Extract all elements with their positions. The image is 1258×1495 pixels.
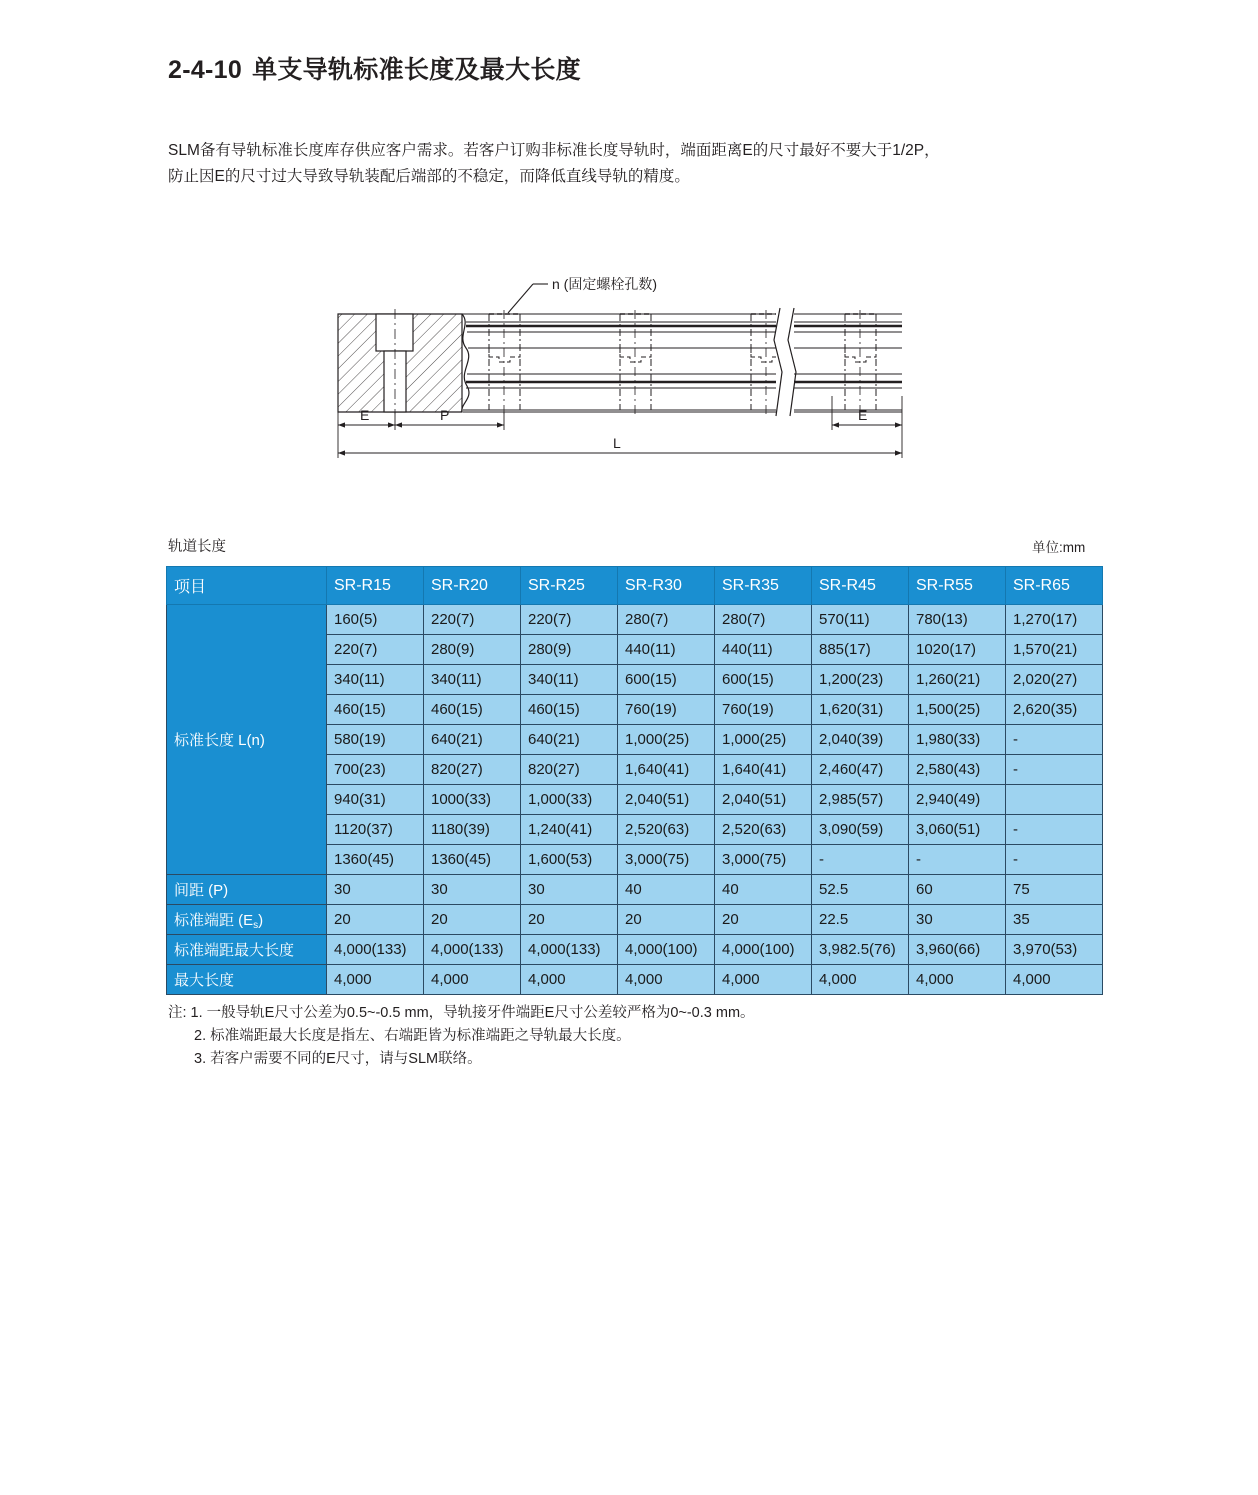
dimension-l: [338, 435, 902, 453]
cell: 4,000: [909, 965, 1006, 995]
cell: 1,200(23): [812, 665, 909, 695]
bolt-head: [376, 314, 413, 351]
cell: 1,600(53): [521, 845, 618, 875]
cell: 40: [715, 875, 812, 905]
end-distance-label-post: ): [258, 912, 264, 929]
cell: 1120(37): [327, 815, 424, 845]
cell: [1006, 785, 1103, 815]
cell: 640(21): [424, 725, 521, 755]
cell: 2,460(47): [812, 755, 909, 785]
header-sr-r15: SR-R15: [327, 567, 424, 605]
cell: 4,000(133): [424, 935, 521, 965]
cell: 4,000: [327, 965, 424, 995]
footnote-2: 2. 标准端距最大长度是指左、右端距皆为标准端距之导轨最大长度。: [194, 1028, 631, 1044]
row-label-std-max-length: 标准端距最大长度: [167, 935, 327, 965]
cell: 52.5: [812, 875, 909, 905]
intro-line-1: SLM备有导轨标准长度库存供应客户需求。若客户订购非标准长度导轨时，端面距离E的尺寸最好不要大于1/2P，: [168, 142, 940, 159]
cell: 4,000(100): [618, 935, 715, 965]
break-symbol: [774, 308, 796, 416]
cell: 1,240(41): [521, 815, 618, 845]
cell: 2,040(51): [715, 785, 812, 815]
cell: -: [1006, 815, 1103, 845]
cell: 3,960(66): [909, 935, 1006, 965]
cell: 4,000: [715, 965, 812, 995]
cell: 1360(45): [327, 845, 424, 875]
cell: 940(31): [327, 785, 424, 815]
cell: 4,000: [521, 965, 618, 995]
cell: 440(11): [618, 635, 715, 665]
cell: -: [909, 845, 1006, 875]
cell: 4,000(100): [715, 935, 812, 965]
rail-length-table: [166, 566, 1103, 995]
table-caption-left: 轨道长度: [168, 539, 226, 555]
cell: 2,520(63): [715, 815, 812, 845]
cell: 20: [521, 905, 618, 935]
table-row-max-length: [167, 965, 1103, 995]
cell: -: [812, 845, 909, 875]
cell: -: [1006, 725, 1103, 755]
cell: 580(19): [327, 725, 424, 755]
table-header-row: [167, 567, 1103, 605]
cell: 1,620(31): [812, 695, 909, 725]
page-title: [168, 50, 581, 86]
cell: 1,270(17): [1006, 605, 1103, 635]
cell: 3,982.5(76): [812, 935, 909, 965]
callout-leader: [508, 284, 548, 313]
end-distance-label-pre: 标准端距 (E: [174, 912, 254, 929]
cell: 3,000(75): [715, 845, 812, 875]
cell: 1,000(25): [715, 725, 812, 755]
cell: 1360(45): [424, 845, 521, 875]
section-title-text: 单支导轨标准长度及最大长度: [252, 56, 581, 84]
cell: 30: [521, 875, 618, 905]
dimension-label-e-left: E: [360, 407, 370, 423]
cell: 2,040(51): [618, 785, 715, 815]
rail-dimension-diagram: [330, 262, 910, 467]
header-sr-r65: SR-R65: [1006, 567, 1103, 605]
table-row-end-distance: [167, 905, 1103, 935]
cell: 4,000(133): [521, 935, 618, 965]
cell: 760(19): [715, 695, 812, 725]
footnote-3: 3. 若客户需要不同的E尺寸，请与SLM联络。: [194, 1051, 482, 1067]
cell: 640(21): [521, 725, 618, 755]
mounting-block-section: [338, 309, 469, 414]
cell: 3,970(53): [1006, 935, 1103, 965]
rail-length-table-wrapper: [166, 566, 1102, 995]
cell: 600(15): [715, 665, 812, 695]
cell: 340(11): [424, 665, 521, 695]
dimension-label-e-right: E: [858, 407, 868, 423]
cell: 2,040(39): [812, 725, 909, 755]
cell: 2,620(35): [1006, 695, 1103, 725]
cell: 1,500(25): [909, 695, 1006, 725]
cell: 60: [909, 875, 1006, 905]
end-distance-label-sub: s: [253, 920, 259, 931]
cell: 280(7): [715, 605, 812, 635]
cell: 570(11): [812, 605, 909, 635]
header-sr-r45: SR-R45: [812, 567, 909, 605]
cell: 1,980(33): [909, 725, 1006, 755]
cell: 4,000(133): [327, 935, 424, 965]
dimension-label-p: P: [440, 407, 450, 423]
cell: 280(9): [521, 635, 618, 665]
cell: 75: [1006, 875, 1103, 905]
intro-paragraph: [168, 138, 1113, 190]
cell: 1,260(21): [909, 665, 1006, 695]
cell: 2,580(43): [909, 755, 1006, 785]
cell: 1,000(25): [618, 725, 715, 755]
cell: 3,060(51): [909, 815, 1006, 845]
cell: 30: [424, 875, 521, 905]
bolt-shank: [384, 351, 406, 412]
cell: 220(7): [424, 605, 521, 635]
cell: 4,000: [618, 965, 715, 995]
table-row-pitch: [167, 875, 1103, 905]
cell: 1,000(33): [521, 785, 618, 815]
cell: 1,570(21): [1006, 635, 1103, 665]
cell: 820(27): [424, 755, 521, 785]
cell: 220(7): [521, 605, 618, 635]
cell: 440(11): [715, 635, 812, 665]
cell: 3,090(59): [812, 815, 909, 845]
header-sr-r30: SR-R30: [618, 567, 715, 605]
cell: 35: [1006, 905, 1103, 935]
section-number: 2-4-10: [168, 56, 243, 84]
row-label-pitch: 间距 (P): [167, 875, 327, 905]
cell: 1180(39): [424, 815, 521, 845]
rail-profile-lines: [462, 314, 902, 412]
cell: 160(5): [327, 605, 424, 635]
table-caption-unit: 单位:mm: [1032, 540, 1086, 555]
cell: 820(27): [521, 755, 618, 785]
cell: 20: [715, 905, 812, 935]
callout-label-n: n (固定螺栓孔数): [552, 276, 657, 292]
dimension-label-l: L: [613, 435, 621, 451]
cell: 2,940(49): [909, 785, 1006, 815]
header-sr-r55: SR-R55: [909, 567, 1006, 605]
cell: 4,000: [424, 965, 521, 995]
header-sr-r20: SR-R20: [424, 567, 521, 605]
cell: 600(15): [618, 665, 715, 695]
cell: 460(15): [424, 695, 521, 725]
cell: 20: [327, 905, 424, 935]
cell: 220(7): [327, 635, 424, 665]
intro-line-2: 防止因E的尺寸过大导致导轨装配后端部的不稳定，而降低直线导轨的精度。: [168, 168, 690, 185]
cell: 340(11): [327, 665, 424, 695]
cell: 340(11): [521, 665, 618, 695]
cell: 1,640(41): [715, 755, 812, 785]
cell: 4,000: [812, 965, 909, 995]
cell: 885(17): [812, 635, 909, 665]
cell: 20: [424, 905, 521, 935]
cell: 280(7): [618, 605, 715, 635]
row-label-max-length: 最大长度: [167, 965, 327, 995]
cell: -: [1006, 845, 1103, 875]
cell: 760(19): [618, 695, 715, 725]
cell: 1020(17): [909, 635, 1006, 665]
cell: 2,520(63): [618, 815, 715, 845]
cell: -: [1006, 755, 1103, 785]
row-label-end-distance: [167, 905, 327, 935]
cell: 3,000(75): [618, 845, 715, 875]
cell: 1000(33): [424, 785, 521, 815]
cell: 30: [327, 875, 424, 905]
cell: 40: [618, 875, 715, 905]
footnotes: [168, 1002, 755, 1071]
cell: 280(9): [424, 635, 521, 665]
cell: 2,985(57): [812, 785, 909, 815]
cell: 20: [618, 905, 715, 935]
cell: 22.5: [812, 905, 909, 935]
header-sr-r35: SR-R35: [715, 567, 812, 605]
header-item: 项目: [167, 567, 327, 605]
group-label-standard-length: 标准长度 L(n): [167, 605, 327, 875]
cell: 4,000: [1006, 965, 1103, 995]
cell: 460(15): [327, 695, 424, 725]
footnote-1: 注: 1. 一般导轨E尺寸公差为0.5~-0.5 mm，导轨接牙件端距E尺寸公差较严格为0~-0.3 mm。: [168, 1005, 755, 1021]
cell: 700(23): [327, 755, 424, 785]
cell: 460(15): [521, 695, 618, 725]
header-sr-r25: SR-R25: [521, 567, 618, 605]
cell: 30: [909, 905, 1006, 935]
table-row: [167, 605, 1103, 635]
cell: 2,020(27): [1006, 665, 1103, 695]
table-row-std-max-length: [167, 935, 1103, 965]
cell: 1,640(41): [618, 755, 715, 785]
cell: 780(13): [909, 605, 1006, 635]
